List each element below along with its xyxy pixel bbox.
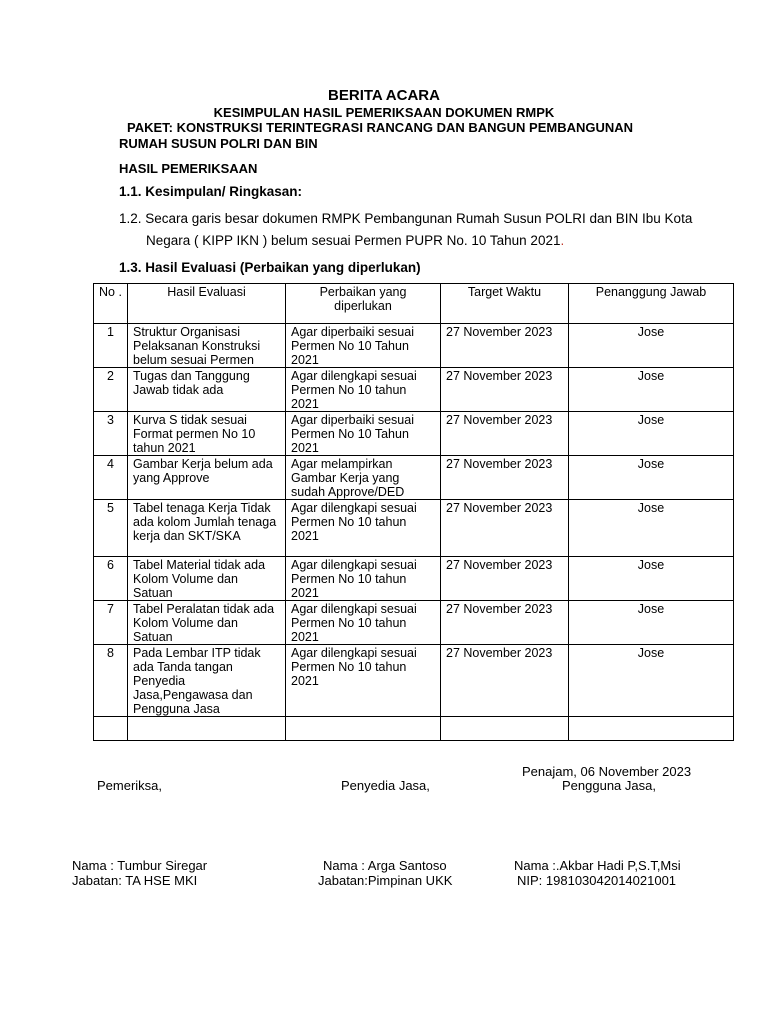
cell-pj: Jose (569, 645, 734, 717)
table-row-empty (94, 717, 734, 741)
cell-pj: Jose (569, 456, 734, 500)
pengguna-nip: NIP: 198103042014021001 (517, 873, 677, 888)
pemeriksa-nama: Nama : Tumbur Siregar (72, 858, 208, 873)
cell-perbaikan (286, 717, 441, 741)
table-row (94, 601, 734, 645)
cell-target: 27 November 2023 (441, 557, 569, 601)
section-1-2-period: . (560, 233, 565, 248)
pengguna-nama: Nama :.Akbar Hadi P,S.T,Msi (514, 858, 681, 873)
cell-perbaikan: Agar dilengkapi sesuai Permen No 10 tahun 2021 (286, 557, 441, 601)
cell-no: 6 (94, 557, 128, 601)
document-subtitle-1: KESIMPULAN HASIL PEMERIKSAAN DOKUMEN RMPK (213, 105, 555, 120)
cell-no: 4 (94, 456, 128, 500)
cell-hasil: Gambar Kerja belum ada yang Approve (128, 456, 286, 500)
header-penanggung-jawab: Penanggung Jawab (569, 284, 734, 324)
table-header-row (94, 284, 734, 324)
pengguna-role: Pengguna Jasa, (562, 778, 656, 793)
cell-hasil: Kurva S tidak sesuai Format permen No 10 tahun 2021 (128, 412, 286, 456)
cell-target: 27 November 2023 (441, 456, 569, 500)
cell-target: 27 November 2023 (441, 601, 569, 645)
table-row (94, 324, 734, 368)
pemeriksa-jabatan: Jabatan: TA HSE MKI (72, 873, 198, 888)
section-heading: HASIL PEMERIKSAAN (119, 161, 258, 176)
cell-perbaikan: Agar dilengkapi sesuai Permen No 10 tahun 2021 (286, 368, 441, 412)
table-row (94, 456, 734, 500)
cell-hasil: Struktur Organisasi Pelaksanan Konstruksi belum sesuai Permen (128, 324, 286, 368)
cell-target: 27 November 2023 (441, 324, 569, 368)
cell-hasil: Tabel Peralatan tidak ada Kolom Volume dan Satuan (128, 601, 286, 645)
cell-perbaikan: Agar melampirkan Gambar Kerja yang sudah Approve/DED (286, 456, 441, 500)
cell-pj: Jose (569, 557, 734, 601)
cell-hasil: Tabel tenaga Kerja Tidak ada kolom Jumlah tenaga kerja dan SKT/SKA (128, 500, 286, 557)
cell-pj: Jose (569, 500, 734, 557)
table-row (94, 557, 734, 601)
cell-no: 8 (94, 645, 128, 717)
cell-perbaikan: Agar dilengkapi sesuai Permen No 10 tahun 2021 (286, 601, 441, 645)
cell-perbaikan: Agar dilengkapi sesuai Permen No 10 tahun 2021 (286, 645, 441, 717)
cell-hasil (128, 717, 286, 741)
pemeriksa-role: Pemeriksa, (97, 778, 163, 793)
cell-no: 7 (94, 601, 128, 645)
cell-pj: Jose (569, 601, 734, 645)
penyedia-jabatan: Jabatan:Pimpinan UKK (318, 873, 453, 888)
cell-target: 27 November 2023 (441, 645, 569, 717)
cell-no: 3 (94, 412, 128, 456)
cell-no: 5 (94, 500, 128, 557)
cell-no: 1 (94, 324, 128, 368)
cell-target: 27 November 2023 (441, 412, 569, 456)
section-1-2-text: Negara ( KIPP IKN ) belum sesuai Permen PUPR No. 10 Tahun 2021 (146, 233, 561, 248)
evaluation-table (93, 283, 734, 741)
header-hasil-evaluasi: Hasil Evaluasi (128, 284, 286, 324)
header-target-waktu: Target Waktu (441, 284, 569, 324)
header-perbaikan: Perbaikan yang diperlukan (286, 284, 441, 324)
cell-no: 2 (94, 368, 128, 412)
cell-target (441, 717, 569, 741)
cell-pj: Jose (569, 324, 734, 368)
section-1-2-line-2 (146, 230, 564, 251)
cell-perbaikan: Agar diperbaiki sesuai Permen No 10 Tahun 2021 (286, 412, 441, 456)
document-subtitle-3: RUMAH SUSUN POLRI DAN BIN (119, 136, 318, 151)
cell-pj: Jose (569, 368, 734, 412)
cell-hasil: Pada Lembar ITP tidak ada Tanda tangan Penyedia Jasa,Pengawasa dan Pengguna Jasa (128, 645, 286, 717)
place-date: Penajam, 06 November 2023 (522, 764, 692, 779)
cell-perbaikan: Agar diperbaiki sesuai Permen No 10 Tahun 2021 (286, 324, 441, 368)
cell-hasil: Tabel Material tidak ada Kolom Volume dan Satuan (128, 557, 286, 601)
section-1-2-line-1: 1.2. Secara garis besar dokumen RMPK Pembangunan Rumah Susun POLRI dan BIN Ibu Kota (119, 211, 693, 226)
cell-no (94, 717, 128, 741)
cell-target: 27 November 2023 (441, 500, 569, 557)
section-1-1: 1.1. Kesimpulan/ Ringkasan: (119, 184, 303, 199)
table-row (94, 368, 734, 412)
cell-pj (569, 717, 734, 741)
penyedia-nama: Nama : Arga Santoso (323, 858, 447, 873)
table-row (94, 500, 734, 557)
document-title: BERITA ACARA (328, 87, 440, 104)
table-row (94, 645, 734, 717)
section-1-3: 1.3. Hasil Evaluasi (Perbaikan yang diperlukan) (119, 260, 421, 275)
penyedia-role: Penyedia Jasa, (341, 778, 430, 793)
cell-target: 27 November 2023 (441, 368, 569, 412)
cell-hasil: Tugas dan Tanggung Jawab tidak ada (128, 368, 286, 412)
cell-pj: Jose (569, 412, 734, 456)
table-row (94, 412, 734, 456)
header-no: No . (94, 284, 128, 324)
cell-perbaikan: Agar dilengkapi sesuai Permen No 10 tahun 2021 (286, 500, 441, 557)
document-subtitle-2: PAKET: KONSTRUKSI TERINTEGRASI RANCANG DAN BANGUN PEMBANGUNAN (127, 120, 634, 135)
